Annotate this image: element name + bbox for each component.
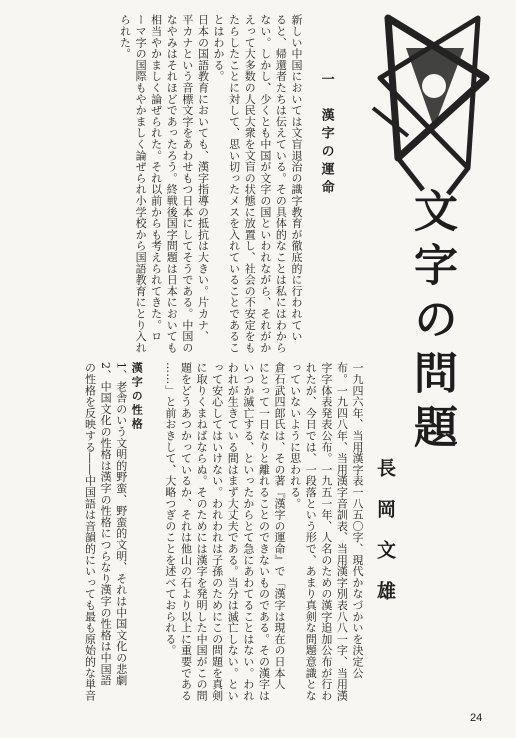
text-column: 新しい中国においては文盲退治の識字教育が徹底的に行われてい (290, 14, 303, 342)
text-column: にとって一日なりと離れることのできないものである。その漢字は (257, 362, 271, 701)
page-number: 24 (470, 712, 483, 724)
text-column: 2、中国文化の性格は漢字の性格につらなり漢字の性格は中国語 (99, 362, 113, 686)
text-column: 相当やかましく論ぜられた。それ以前からも考えられてきた。ロ (149, 14, 163, 342)
column-spacer (144, 362, 162, 667)
text-column: って安心してはいけない。われわれは子孫のためにこの問題を真剣 (210, 362, 224, 701)
text-column: れたが、今日では、一段落という形で、あまり真剣な問題意識とな (304, 362, 318, 701)
lower-text-block (10, 362, 365, 701)
text-column: 日本の国語教育においても、漢字指導の抵抗は大きい。片カナ、 (196, 14, 210, 342)
section-heading: 漢字の性格 (130, 362, 144, 432)
text-column: 倉石武四郎氏は、その著『漢字の運命』で「漢字は現在の日本人 (273, 362, 287, 690)
section-heading: 一 漢字の運命 (318, 72, 334, 198)
text-column: たらしたことに対して、思い切ったメスを入れていることであるこ (227, 14, 241, 353)
text-column: ない。しかし、少くとも中国が文字の国といわれながら、それがか (258, 14, 272, 353)
text-column: 1、老舎のいう文明的野蛮、野蛮的文明、それは中国文化の悲劇 (114, 362, 128, 686)
text-column: の性格を反映する――中国語は音韻的にいっても最も原始的な単音 (83, 362, 97, 701)
text-column: 題をどうあつかっているか、それは他山の石より以上に重要である (179, 362, 193, 701)
article-author: 長岡文雄 (374, 458, 396, 622)
text-column: とはわかる。 (212, 14, 226, 82)
text-column: えって大多数の人民大衆を文盲の状態に放置し、社会の不安定をも (243, 14, 257, 353)
text-column: 一九四六年、当用漢字表一八五〇字、現代かなづかいを決定公 (351, 362, 364, 679)
text-column: ……」と前おきして、大略つぎのことを述べておられる。 (163, 362, 177, 656)
text-column: っていないように思われる。 (288, 362, 302, 509)
text-column: 字字体表発表公布。一九五一年、人名のための漢字追加公布が行わ (319, 362, 333, 701)
text-column: なやみはそれほどであったろう。終戦後国字問題は日本においても (165, 14, 179, 353)
text-column: 平カナという音標文字をあわせもつ日本にしてそうである。中国の (180, 14, 194, 353)
abstract-star-illustration (368, 8, 500, 198)
text-column: ると、帰還者たちは伝えている。その具体的なことは私にはわから (274, 14, 288, 353)
text-column: に取りくまねばならぬ。そのためには漢字を発明した中国がこの問 (195, 362, 209, 701)
upper-text-block (114, 14, 304, 353)
text-column: われが生きている間はまず大丈夫である。当分は滅亡しない。とい (226, 362, 240, 701)
text-column: 布。一九四八年、当用漢字音訓表、当用漢字別表八八一字、当用漢 (335, 362, 349, 701)
text-column: いつか滅亡する、といったからとて急にあわてることはない。われ (241, 362, 255, 701)
text-column: られた。 (118, 14, 132, 60)
article-title: 文字の問題 (406, 188, 457, 458)
text-column: ーマ字の国際もやかましく論ぜられ小学校から国語教育にとり入れ (134, 14, 148, 353)
